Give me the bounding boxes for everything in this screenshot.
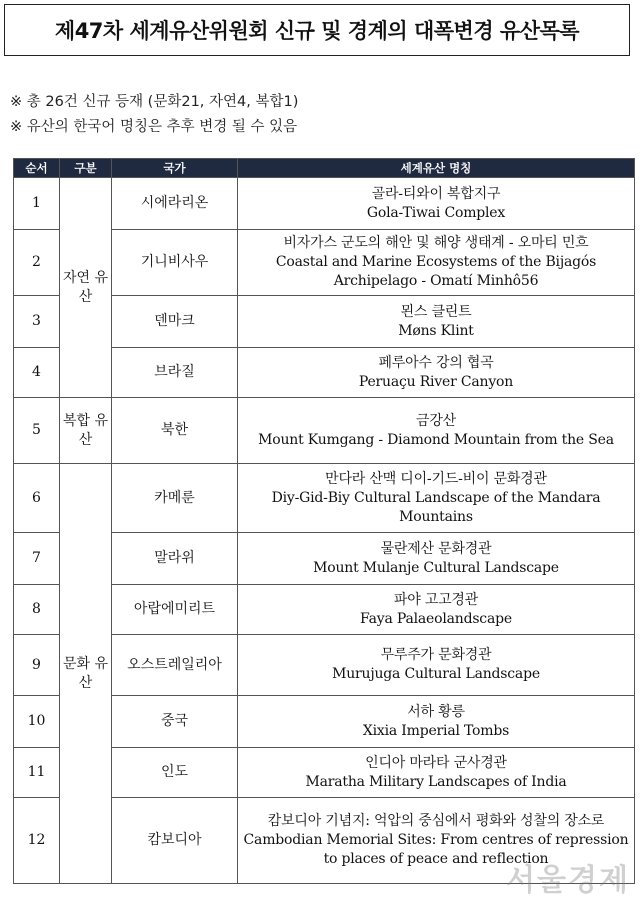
table-row — [14, 178, 635, 230]
row-country: 오스트레일리아 — [112, 635, 238, 696]
name-korean: 묀스 클린트 — [400, 303, 472, 320]
name-korean: 페루아수 강의 협곡 — [378, 354, 494, 371]
category-natural: 자연 유산 — [60, 178, 112, 398]
header-country: 국가 — [112, 159, 238, 178]
row-country: 말라위 — [112, 533, 238, 585]
row-number: 10 — [14, 696, 60, 748]
name-korean: 만다라 산맥 디이-기드-비이 문화경관 — [325, 470, 547, 487]
name-english: Cambodian Memorial Sites: From centres of repression to places of peace and reflection — [243, 832, 629, 867]
watermark: 서울경제 — [506, 863, 630, 898]
name-english: Murujuga Cultural Landscape — [332, 666, 540, 682]
name-korean: 서하 황릉 — [407, 703, 465, 720]
row-name — [238, 748, 635, 798]
note-total: ※ 총 26건 신규 등재 (문화21, 자연4, 복합1) — [10, 94, 299, 110]
name-korean: 금강산 — [416, 412, 456, 429]
table-row — [14, 398, 635, 464]
row-country: 카메룬 — [112, 464, 238, 533]
name-korean: 인디아 마라타 군사경관 — [365, 754, 507, 771]
name-english: Xixia Imperial Tombs — [362, 722, 510, 739]
row-number: 1 — [14, 178, 60, 230]
row-name — [238, 696, 635, 748]
name-english: Mount Kumgang - Diamond Mountain from the Sea — [258, 431, 614, 448]
row-number: 3 — [14, 296, 60, 348]
row-name — [238, 464, 635, 533]
table-header-row — [14, 159, 635, 178]
header-category: 구분 — [60, 159, 112, 178]
row-country: 중국 — [112, 696, 238, 748]
name-korean: 캄보디아 기념지: 억압의 중심에서 평화와 성찰의 장소로 — [267, 813, 605, 829]
name-english: Møns Klint — [398, 322, 474, 339]
row-country: 아랍에미리트 — [112, 585, 238, 635]
row-name — [238, 533, 635, 585]
row-name — [238, 398, 635, 464]
name-english: Maratha Military Landscapes of India — [305, 773, 567, 790]
row-number: 6 — [14, 464, 60, 533]
row-number: 5 — [14, 398, 60, 464]
table-row — [14, 464, 635, 533]
name-english: Faya Palaeolandscape — [360, 610, 512, 627]
row-country: 덴마크 — [112, 296, 238, 348]
category-mixed: 복합 유산 — [60, 398, 112, 464]
page-title: 제47차 세계유산위원회 신규 및 경계의 대폭변경 유산목록 — [54, 19, 580, 43]
row-name — [238, 230, 635, 296]
row-name — [238, 585, 635, 635]
row-name — [238, 178, 635, 230]
row-country: 기니비사우 — [112, 230, 238, 296]
name-english: Coastal and Marine Ecosystems of the Bijagós Archipelago - Omatí Minhô56 — [275, 254, 597, 289]
row-number: 4 — [14, 348, 60, 398]
name-english: Mount Mulanje Cultural Landscape — [313, 559, 559, 576]
name-english: Gola-Tiwai Complex — [366, 204, 506, 221]
row-name — [238, 348, 635, 398]
row-country: 인도 — [112, 748, 238, 798]
row-name — [238, 635, 635, 696]
notes — [10, 90, 298, 140]
name-korean: 무루주가 문화경관 — [380, 647, 492, 663]
header-order: 순서 — [14, 159, 60, 178]
heritage-table — [13, 158, 635, 884]
row-name — [238, 296, 635, 348]
name-korean: 골라-티와이 복합지구 — [371, 185, 501, 202]
note-naming: ※ 유산의 한국어 명칭은 추후 변경 될 수 있음 — [10, 119, 298, 135]
row-number: 12 — [14, 798, 60, 884]
row-number: 11 — [14, 748, 60, 798]
name-korean: 물란제산 문화경관 — [380, 540, 492, 557]
name-korean: 파야 고고경관 — [393, 591, 479, 608]
header-name: 세계유산 명칭 — [238, 159, 635, 178]
row-country: 시에라리온 — [112, 178, 238, 230]
name-korean: 비자가스 군도의 해안 및 해양 생태계 - 오마티 민흐 — [283, 235, 589, 251]
title-box — [4, 4, 630, 56]
name-english: Diy-Gid-Biy Cultural Landscape of the Mandara Mountains — [271, 489, 601, 525]
name-english: Peruaçu River Canyon — [358, 373, 514, 390]
row-name — [238, 798, 635, 884]
row-country: 브라질 — [112, 348, 238, 398]
row-country: 북한 — [112, 398, 238, 464]
category-cultural: 문화 유산 — [60, 464, 112, 884]
row-number: 9 — [14, 635, 60, 696]
row-number: 2 — [14, 230, 60, 296]
row-country: 캄보디아 — [112, 798, 238, 884]
row-number: 7 — [14, 533, 60, 585]
row-number: 8 — [14, 585, 60, 635]
